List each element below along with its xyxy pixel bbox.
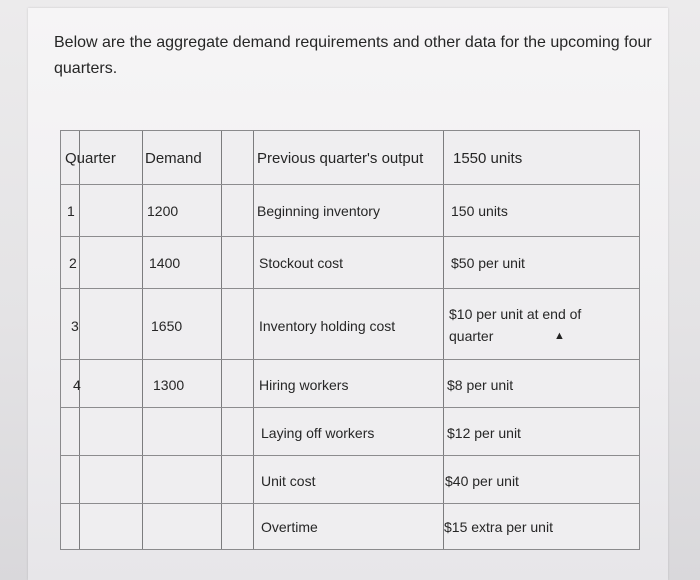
table-row-divider (61, 359, 639, 360)
parameter-value: $8 per unit (447, 377, 514, 393)
demand-cell: 1200 (147, 203, 179, 219)
parameter-value: $50 per unit (451, 255, 525, 271)
data-table (60, 130, 640, 550)
cursor-arrow-icon: ▲ (554, 330, 565, 342)
table-column-divider (443, 131, 444, 549)
table-column-divider (253, 131, 254, 549)
table-column-divider (79, 131, 80, 549)
table-row-divider (61, 236, 639, 237)
header-previous-output: Previous quarter's output (257, 150, 424, 167)
table-row-divider (61, 288, 639, 289)
table-column-divider (142, 131, 143, 549)
table-row-divider (61, 455, 639, 456)
table-column-divider (221, 131, 222, 549)
demand-cell: 1650 (151, 318, 183, 334)
demand-cell: 1400 (149, 255, 181, 271)
quarter-cell: 2 (69, 255, 77, 271)
parameter-value: $10 per unit at end of quarter (449, 306, 582, 344)
parameter-value: 150 units (451, 203, 508, 219)
parameter-label: Unit cost (261, 473, 316, 489)
parameter-label: Laying off workers (261, 425, 375, 441)
header-quarter: Quarter (65, 150, 116, 167)
header-demand: Demand (145, 150, 202, 167)
demand-cell: 1300 (153, 377, 185, 393)
parameter-label: Hiring workers (259, 377, 349, 393)
parameter-label: Inventory holding cost (259, 318, 396, 334)
table-row-divider (61, 184, 639, 185)
intro-text: Below are the aggregate demand requirements and other data for the upcoming four quarters. (54, 34, 652, 77)
parameter-label: Stockout cost (259, 255, 344, 271)
parameter-value: $12 per unit (447, 425, 521, 441)
table-row-divider (61, 503, 639, 504)
parameter-value: $15 extra per unit (444, 519, 553, 535)
table-row-divider (61, 407, 639, 408)
parameter-label: Overtime (261, 519, 318, 535)
quarter-cell: 4 (73, 377, 81, 393)
parameter-value: $40 per unit (445, 473, 519, 489)
parameter-label: Beginning inventory (257, 203, 380, 219)
quarter-cell: 1 (67, 203, 75, 219)
quarter-cell: 3 (71, 318, 79, 334)
header-previous-output-value: 1550 units (453, 150, 523, 167)
